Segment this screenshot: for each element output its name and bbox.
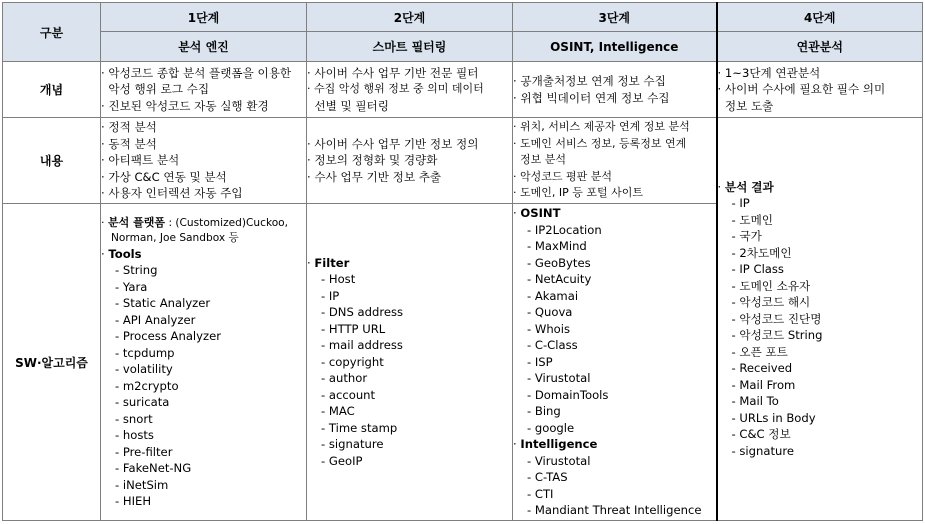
list-item: - C-TAS: [527, 470, 568, 485]
list-item: - String: [115, 263, 158, 277]
list-item-text: GeoIP: [328, 453, 363, 468]
list-item: - GeoBytes: [527, 255, 591, 270]
list-item-text: Time stamp: [328, 420, 398, 435]
content-line: · 정보의 정형화 및 경량화: [307, 153, 438, 168]
list-item: - 악성코드 진단명: [731, 311, 822, 326]
list-item: - URLs in Body: [731, 410, 816, 425]
content-line: · 정적 분석: [101, 120, 157, 135]
concept-line: · 사이버 수사 업무 기반 전문 필터: [307, 65, 479, 80]
list-item-text: C-TAS: [534, 470, 568, 485]
list-item-text: DNS address: [328, 305, 404, 320]
platform-label: 분석 플랫폼: [108, 215, 165, 229]
list-item-text: 도메인: [739, 212, 773, 227]
tools-heading: · Tools: [101, 246, 142, 261]
concept-stage2: [307, 62, 513, 118]
list-item: - google: [527, 420, 575, 435]
list-item-text: 악성코드 String: [739, 328, 823, 343]
list-item: - Yara: [115, 279, 148, 294]
list-item-text: API Analyzer: [122, 312, 196, 327]
list-item: - IP2Location: [527, 222, 602, 237]
list-item-text: Yara: [122, 279, 148, 294]
list-item-text: m2crypto: [122, 378, 179, 393]
list-item: - MAC: [321, 404, 355, 419]
intel-label: Intelligence: [520, 437, 598, 452]
concept-line: · 사이버 수사에 필요한 필수 의미: [717, 82, 886, 97]
list-item: - HIEH: [115, 494, 152, 508]
list-item: - Bing: [527, 404, 561, 419]
header-stage4: 4단계: [717, 3, 923, 32]
header-sub1: 분석 엔진: [101, 32, 307, 62]
row-label-concept: 개념: [3, 62, 101, 118]
list-item: - HTTP URL: [321, 321, 386, 336]
platform-line: · 분석 플랫폼 : (Customized)Cuckoo,: [101, 215, 289, 229]
list-item: - iNetSim: [115, 477, 169, 492]
list-item-text: iNetSim: [122, 477, 169, 492]
header-sub3: OSINT, Intelligence: [513, 32, 717, 62]
list-item: - 악성코드 String: [731, 328, 823, 343]
list-item-text: suricata: [122, 395, 170, 409]
content-line: · 동적 분석: [101, 136, 157, 151]
list-item: - ISP: [527, 354, 553, 369]
list-item: - tcpdump: [115, 345, 175, 360]
list-item-text: signature: [328, 437, 384, 452]
list-item-text: String: [122, 263, 158, 277]
sw-stage2: [307, 204, 513, 521]
result-stage4: [717, 118, 923, 521]
list-item-text: MaxMind: [534, 239, 587, 254]
list-item-text: volatility: [122, 362, 173, 376]
content-line: · 도메인, IP 등 포털 사이트: [513, 186, 643, 200]
list-item-text: C-Class: [534, 338, 578, 353]
list-item: - author: [321, 371, 368, 386]
list-item-text: account: [328, 387, 376, 402]
list-item: - Process Analyzer: [115, 329, 221, 343]
list-item-text: Received: [739, 361, 793, 376]
list-item: - IP: [321, 288, 340, 303]
osint-heading: · OSINT: [513, 206, 561, 221]
list-item: - Virustotal: [527, 453, 591, 468]
header-stage2: 2단계: [307, 3, 513, 32]
list-item: - signature: [731, 443, 794, 458]
list-item: - GeoIP: [321, 453, 363, 468]
concept-line: · 공개출처정보 연계 정보 수집: [513, 74, 666, 88]
list-item-text: DomainTools: [534, 387, 609, 402]
list-item: - mail address: [321, 338, 403, 353]
content-line: 정보 분석: [513, 153, 566, 167]
concept-line: · 악성코드 종합 분석 플랫폼을 이용한: [101, 65, 292, 80]
list-item: - suricata: [115, 395, 170, 409]
list-item-text: Process Analyzer: [122, 329, 221, 343]
list-item: - IP: [731, 196, 750, 211]
intel-heading: · Intelligence: [513, 437, 598, 452]
list-item-text: Host: [328, 272, 356, 287]
list-item-text: google: [534, 420, 575, 435]
list-item-text: Mail From: [739, 377, 796, 392]
content-line: · 도메인 서비스 정보, 등록정보 연계: [513, 136, 687, 150]
content-stage2: [307, 118, 513, 204]
list-item: - m2crypto: [115, 378, 179, 393]
list-item-text: IP: [739, 196, 750, 211]
tools-label: Tools: [108, 246, 142, 261]
concept-stage1: [101, 62, 307, 118]
content-stage1: [101, 118, 307, 204]
content-line: · 악성코드 평판 분석: [513, 169, 612, 183]
list-item: - Mandiant Threat Intelligence: [527, 503, 702, 518]
list-item: - Host: [321, 272, 356, 287]
list-item: - Static Analyzer: [115, 296, 211, 310]
content-line: · 아티팩트 분석: [101, 153, 180, 168]
list-item-text: Akamai: [534, 288, 579, 303]
list-item-text: IP: [328, 288, 340, 303]
list-item-text: Static Analyzer: [122, 296, 211, 310]
list-item-text: 2차도메인: [739, 245, 792, 260]
list-item: - 국가: [731, 229, 762, 244]
comparison-table: [2, 2, 923, 521]
osint-list: [513, 222, 716, 437]
header-sub2: 스마트 필터링: [307, 32, 513, 62]
list-item: - CTI: [527, 486, 554, 501]
list-item-text: snort: [122, 411, 153, 426]
list-item: - Whois: [527, 321, 571, 336]
list-item-text: CTI: [534, 486, 554, 501]
filter-label: Filter: [314, 255, 350, 270]
list-item: - FakeNet-NG: [115, 461, 192, 475]
concept-line: · 수집 악성 행위 정보 중 의미 데이터: [307, 82, 484, 96]
list-item-text: HTTP URL: [328, 321, 386, 336]
concept-line: 정보 도출: [717, 98, 774, 113]
osint-label: OSINT: [520, 206, 561, 221]
header-sub4: 연관분석: [717, 32, 923, 62]
result-label: 분석 결과: [724, 179, 774, 194]
list-item: - 오픈 포트: [731, 344, 788, 359]
concept-line: · 진보된 악성코드 자동 실행 환경: [101, 98, 269, 113]
list-item-text: 오픈 포트: [739, 344, 788, 359]
list-item-text: FakeNet-NG: [122, 461, 192, 475]
list-item: - Mail To: [731, 394, 779, 409]
list-item-text: Pre-filter: [122, 444, 173, 459]
list-item: - 도메인: [731, 212, 773, 227]
sw-stage3: [513, 204, 717, 521]
list-item-text: hosts: [122, 428, 154, 442]
list-item: - 악성코드 해시: [731, 295, 811, 310]
sw-stage1: [101, 204, 307, 521]
concept-stage3: [513, 62, 717, 118]
concept-line: 악성 행위 로그 수집: [101, 82, 210, 97]
platform-value: : (Customized)Cuckoo,: [168, 216, 289, 229]
list-item: - C-Class: [527, 338, 578, 353]
list-item: - account: [321, 387, 376, 402]
platform-value-2: Norman, Joe Sandbox 등: [111, 231, 239, 244]
content-line: · 사용자 인터렉션 자동 주입: [101, 186, 243, 201]
list-item: - Quova: [527, 305, 573, 320]
list-item: - Received: [731, 361, 793, 376]
filter-list: [307, 271, 512, 469]
list-item: - Akamai: [527, 288, 579, 303]
list-item: - signature: [321, 437, 384, 452]
list-item-text: ISP: [534, 354, 553, 369]
header-category: 구분: [3, 3, 101, 62]
list-item-text: 악성코드 진단명: [739, 311, 822, 326]
content-line: · 가상 C&C 연동 및 분석: [101, 169, 227, 184]
list-item: - Mail From: [731, 377, 796, 392]
list-item-text: Mandiant Threat Intelligence: [534, 503, 702, 518]
list-item-text: copyright: [328, 354, 384, 369]
list-item-text: URLs in Body: [739, 410, 816, 425]
header-stage3: 3단계: [513, 3, 717, 32]
header-stage1: 1단계: [101, 3, 307, 32]
list-item: - hosts: [115, 428, 154, 442]
concept-line: 선별 및 필터링: [307, 98, 389, 113]
list-item-text: author: [328, 371, 368, 386]
list-item: - C&C 정보: [731, 427, 791, 442]
list-item: - API Analyzer: [115, 312, 196, 327]
list-item-text: Quova: [534, 305, 573, 320]
list-item-text: NetAcuity: [534, 272, 592, 287]
list-item: - 2차도메인: [731, 245, 792, 260]
list-item-text: Mail To: [739, 394, 779, 409]
list-item: - Time stamp: [321, 420, 398, 435]
list-item: - volatility: [115, 362, 173, 376]
concept-line: · 위협 빅데이터 연계 정보 수집: [513, 90, 670, 105]
list-item-text: 국가: [739, 229, 762, 244]
list-item: - NetAcuity: [527, 272, 592, 287]
list-item-text: IP2Location: [534, 222, 602, 237]
list-item: - Pre-filter: [115, 444, 173, 459]
list-item-text: 도메인 소유자: [739, 278, 811, 293]
row-label-sw: SW·알고리즘: [3, 204, 101, 521]
list-item: - snort: [115, 411, 153, 426]
list-item: - IP Class: [731, 262, 784, 277]
list-item: - DNS address: [321, 305, 404, 320]
content-line: · 수사 업무 기반 정보 추출: [307, 169, 442, 184]
list-item: - 도메인 소유자: [731, 278, 811, 293]
list-item-text: HIEH: [122, 494, 152, 508]
row-label-content: 내용: [3, 118, 101, 204]
list-item-text: Virustotal: [534, 453, 591, 468]
list-item-text: 악성코드 해시: [739, 295, 811, 310]
list-item-text: mail address: [328, 338, 403, 353]
list-item: - DomainTools: [527, 387, 609, 402]
list-item-text: IP Class: [739, 262, 784, 277]
concept-stage4: [717, 62, 923, 118]
tools-list: [101, 262, 306, 510]
intel-list: [513, 453, 716, 519]
list-item-text: Whois: [534, 321, 571, 336]
list-item-text: C&C 정보: [739, 427, 791, 442]
list-item-text: Bing: [534, 404, 561, 419]
list-item-text: tcpdump: [122, 345, 175, 360]
list-item: - Virustotal: [527, 371, 591, 386]
list-item: - MaxMind: [527, 239, 587, 254]
filter-heading: · Filter: [307, 255, 350, 270]
list-item-text: Virustotal: [534, 371, 591, 386]
list-item-text: MAC: [328, 404, 355, 419]
list-item-text: GeoBytes: [534, 255, 591, 270]
list-item: - copyright: [321, 354, 384, 369]
concept-line: · 1~3단계 연관분석: [717, 65, 821, 80]
content-line: · 위치, 서비스 제공자 연계 정보 분석: [513, 120, 690, 134]
content-line: · 사이버 수사 업무 기반 정보 정의: [307, 136, 479, 151]
content-stage3: [513, 118, 717, 204]
list-item-text: signature: [739, 443, 794, 458]
result-list: [718, 195, 923, 459]
result-heading: · 분석 결과: [717, 179, 774, 194]
